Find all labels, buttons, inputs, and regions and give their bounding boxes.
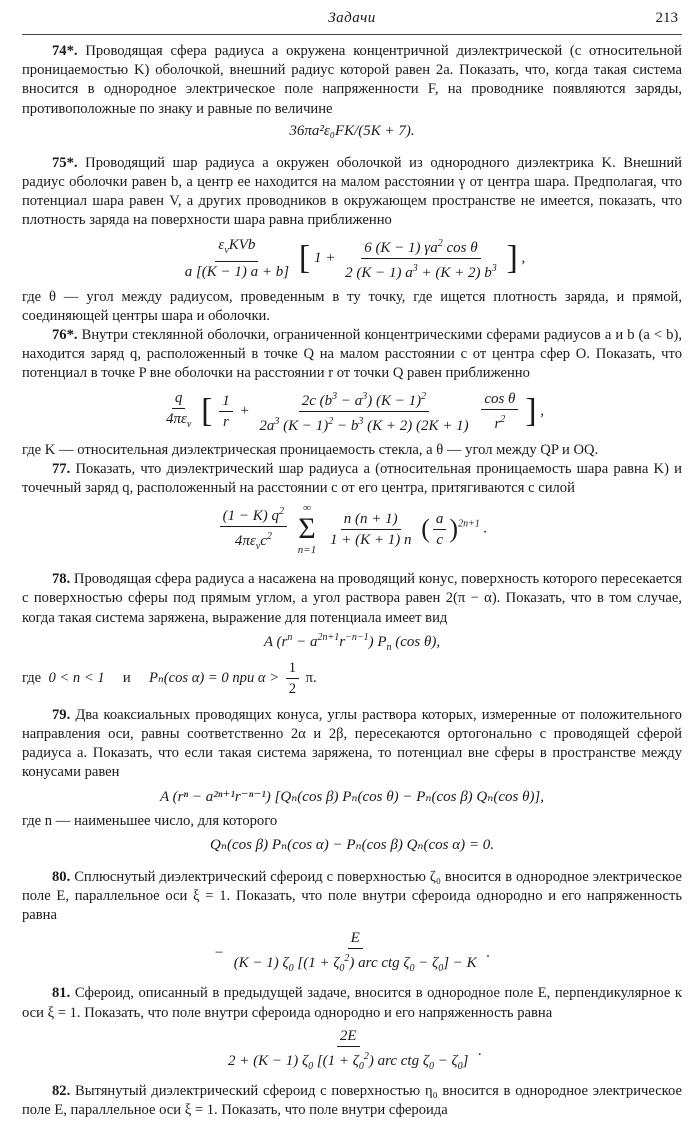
problem-text: Сфероид, описанный в предыдущей задаче, вносится в однородное поле E, перпендикулярное к оси ξ = 1. Показать, что поле внутри сфероида однородно и его напряженность равна xyxy=(22,985,682,1021)
problem-text: Проводящий шар радиуса a окружен оболочкой из однородного диэлектрика K. Внешний радиус оболочки равен b, а центр ее находится на малом расстоянии γ от центра шара. Предполагая, что потенциал шара равен V, а других проводников в окружающем пространстве не имеется, показать, что плотность заряда на поверхности шара равна приближенно xyxy=(22,154,682,229)
formula-79: A (rⁿ − a²ⁿ⁺¹r⁻ⁿ⁻¹) [Qₙ(cos β) Pₙ(cos θ) − Pₙ(cos β) Qₙ(cos θ)], xyxy=(159,788,545,805)
formula-76: $\frac{q}{4\pi\varepsilon_v}$ [ $\frac{1}{r}$ + $\frac{2c (b^3 - a^3) (K - 1)^2}{2a^3 (K - 1)^2 - b^3 (K + 2) (2K + 1)}$ $\frac{\text{cos θ}}{r^2}$ ] , xyxy=(165,389,545,434)
problem-77 xyxy=(22,460,682,498)
page-body xyxy=(22,42,682,1120)
formula-77: $\frac{(1 - K) q^2}{4\pi\varepsilon_vc^2}$ ∞ Σ n=1 $\frac{n (n + 1)}{1 + (K + 1) n}$ ( $\frac{a}{c}$ )$^{2n+1}$ . xyxy=(22,502,682,556)
problem-74 xyxy=(22,42,682,119)
problem-number: 74*. xyxy=(52,43,78,59)
problem-number: 82. xyxy=(52,1082,71,1099)
problem-number: 80. xyxy=(52,868,71,885)
running-header xyxy=(22,10,682,35)
problem-78-condition: где 0 < n < 1 и Pₙ(cos α) = 0 при α > $\frac{1}{2}$ π. xyxy=(22,659,317,697)
problem-75 xyxy=(22,154,682,231)
problem-number: 76*. xyxy=(52,327,78,344)
formula-75: $\frac{\varepsilon_vKVb}{a [(K - 1) a + b]}$ [ 1 + $\frac{6 (K - 1) \gamma a^2 \cos \theta}{2 (K - 1) a^3 + (K + 2) b^3}$ ] , xyxy=(184,236,526,281)
condition-range: 0 < n < 1 xyxy=(48,669,105,686)
problem-number: 78. xyxy=(52,571,71,588)
problem-text: Внутри стеклянной оболочки, ограниченной концентрическими сферами радиусов a и b (a < b), находится заряд q, расположенный в точке Q на малом расстоянии c от центра сфер O. Показать, что потенциал в точке P вне оболочки на расстоянии r от точки Q равен приближенно xyxy=(22,327,682,382)
problem-76-note: где K — относительная диэлектрическая проницаемость стекла, а θ — угол между QP и OQ. xyxy=(22,441,599,458)
formula-79b: Qₙ(cos β) Pₙ(cos α) − Pₙ(cos β) Qₙ(cos α) = 0. xyxy=(210,836,494,853)
problem-number: 81. xyxy=(52,985,71,1002)
problem-79-note: где n — наименьшее число, для которого xyxy=(22,812,278,829)
problem-text: Вытянутый диэлектрический сфероид с поверхностью η₀ вносится в однородное электрическое поле E, параллельное оси ξ = 1. Показать, что поле внутри сфероида xyxy=(22,1082,682,1119)
problem-79 xyxy=(22,706,682,783)
problem-81 xyxy=(22,984,682,1022)
problem-text: Показать, что диэлектрический шар радиуса a (относительная проницаемость шара равна K) и точечный заряд q, расположенный на расстоянии c от его центра, притягиваются с силой xyxy=(22,460,682,497)
formula-81: $\frac{2E}{2 + (K - 1) \zeta_0 [(1 + \zeta_0^2) arc ctg \zeta_0 - \zeta_0]}$ . xyxy=(228,1027,482,1072)
problem-text: Сплюснутый диэлектрический сфероид с поверхностью ζ₀ вносится в однородное электрическое поле E, параллельное оси ξ = 1. Показать, что поле внутри сфероида однородно и его напряженность равна xyxy=(22,868,682,924)
condition-prefix: где xyxy=(22,669,42,686)
problem-82 xyxy=(22,1082,682,1120)
problem-78 xyxy=(22,570,682,628)
problem-text: Два коаксиальных проводящих конуса, углы раствора которых, измеренные от положительного направления оси, равны соответственно 2α и 2β, пересекаются ортогонально с проводящей сферой радиуса a. Показать, что если такая система заряжена, то потенциал вне сферы в пространстве между конусами равен xyxy=(22,706,682,781)
problem-text: Проводящая сфера радиуса a насажена на проводящий конус, поверхность которого пересекается с поверхностью сферы под прямым углом, а угол раствора равен 2(π − α). Показать, что в том случае, когда такая система заряжена, выражение для потенциала имеет вид xyxy=(22,571,682,626)
condition-zero: Pₙ(cos α) = 0 при α > xyxy=(148,669,280,686)
problem-text: Проводящая сфера радиуса a окружена концентричной диэлектрической (с относительной проницаемостью K) оболочкой, внешний радиус которой равен 2a. Показать, что, когда такая система вносится в однородное электрическое поле напряженности F, на проводнике появляются заряды, противоположные по знаку и равные по величине xyxy=(22,43,682,117)
problem-number: 77. xyxy=(52,460,71,477)
formula-74: 36πa²ε₀FK/(5K + 7). xyxy=(289,122,415,139)
problem-75-note: где θ — угол между радиусом, проведенным в ту точку, где ищется плотность заряда, и прямой, соединяющей центры шара и оболочки. xyxy=(22,288,682,324)
page-number: 213 xyxy=(655,10,678,26)
problem-80 xyxy=(22,868,682,926)
condition-and: и xyxy=(122,669,131,686)
formula-80: − $\frac{E}{(K - 1) \zeta_0 [(1 + \zeta_0^2) arc ctg \zeta_0 - \zeta_0] - K}$ . xyxy=(213,930,491,975)
running-title: Задачи xyxy=(328,10,376,26)
formula-78: A $(r^n - a^{2n+1}r^{-n-1})$ $P_n$ (cos θ), xyxy=(263,631,441,653)
problem-76 xyxy=(22,326,682,384)
problem-number: 79. xyxy=(52,706,71,723)
problem-number: 75*. xyxy=(52,154,78,171)
